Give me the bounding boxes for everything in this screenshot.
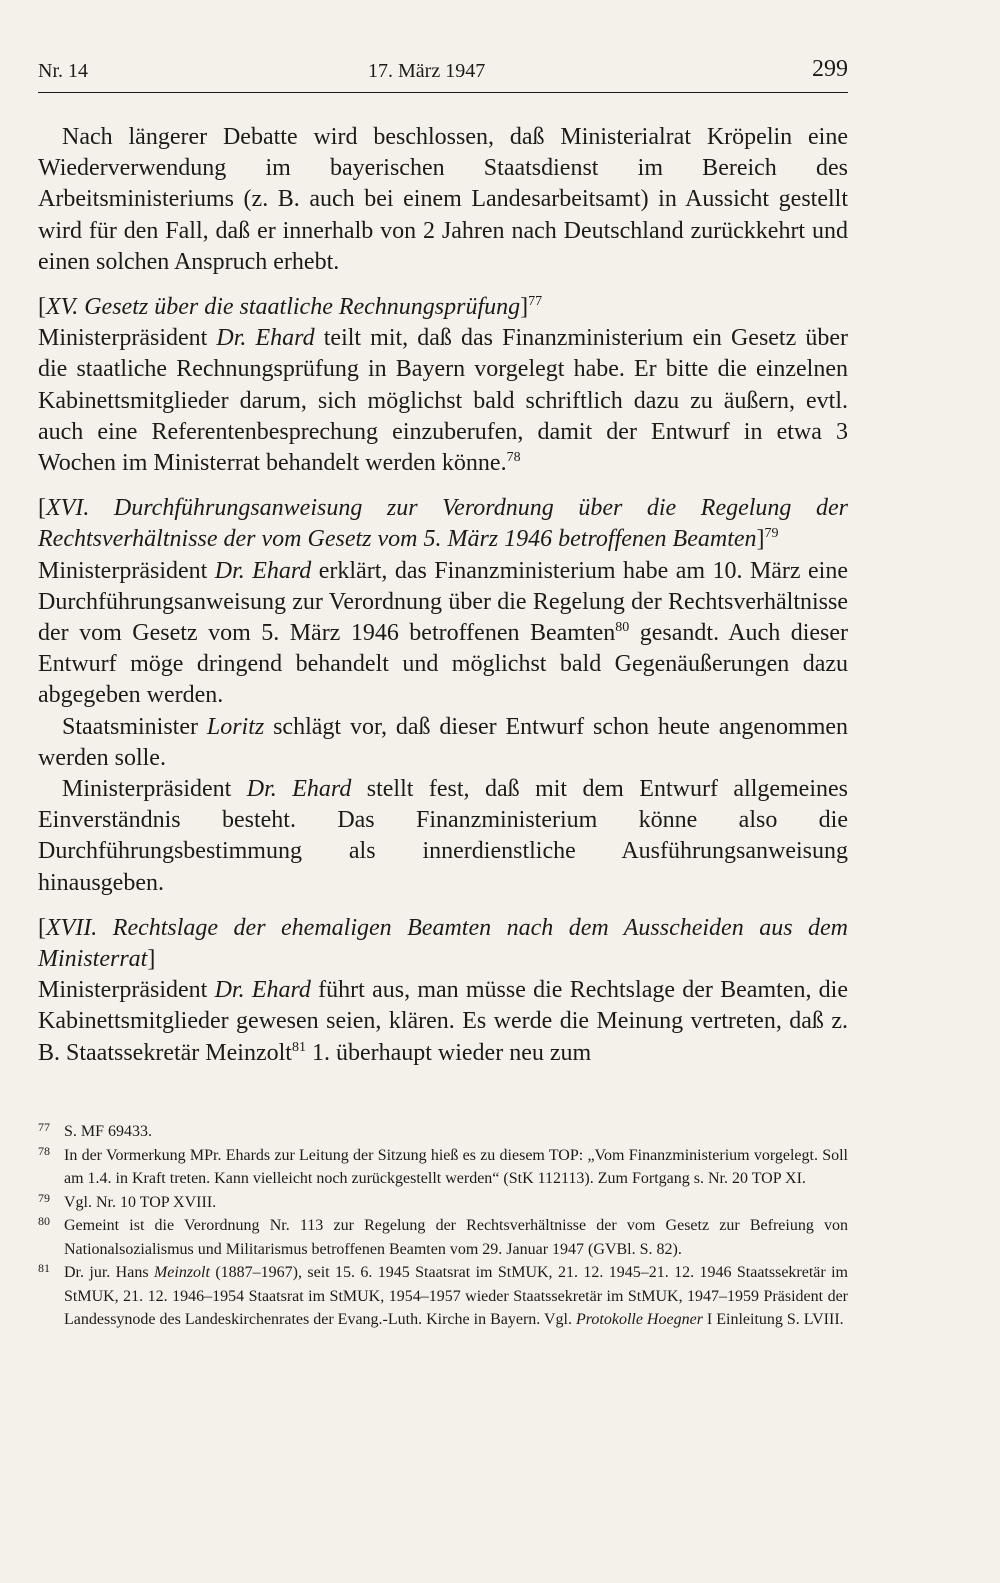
header-date: 17. März 1947 — [368, 60, 486, 82]
section-heading-xvi: [XVI. Durchführungsanweisung zur Verordnung über die Regelung der Rechtsverhältnisse der vom Gesetz vom 5. März 1946 betroffenen Beamten]$^{79}$ — [38, 495, 848, 553]
book-title: Protokolle Hoegner — [575, 1311, 703, 1328]
person-name: Meinzolt — [153, 1264, 210, 1281]
footnote-number: 79 — [38, 1190, 50, 1205]
person-name: Loritz — [206, 713, 265, 740]
footnote-77: 77 S. MF 69433. — [38, 1120, 848, 1144]
page-number: 299 — [812, 56, 848, 82]
running-header — [38, 56, 848, 93]
footnote-number: 77 — [38, 1120, 50, 1134]
footnote-80: 80 Gemeint ist die Verordnung Nr. 113 zur Regelung der Rechtsverhältnisse der vom Gesetz zur Befreiung von Nationalsozialismus und Militarismus betroffenen Beamten vom 29. Januar 1947 (GVBl. S. 82). — [38, 1214, 848, 1261]
paragraph-loritz: Staatsminister Loritz schlägt vor, daß dieser Entwurf schon heute angenommen werden solle. — [38, 713, 849, 771]
paragraph-decision: Nach längerer Debatte wird beschlossen, daß Ministerialrat Kröpelin eine Wiederverwendung im bayerischen Staatsdienst im Bereich des Arbeitsministeriums (z. B. auch bei einem Landesarbeitsamt) in Aussicht gestellt wird für den Fall, daß er innerhalb von 2 Jahren nach Deutschland zurückkehrt und einen solchen Anspruch erhebt. — [38, 124, 848, 275]
footnote-ref: 81 — [291, 1039, 306, 1055]
main-text — [38, 122, 848, 1069]
paragraph-rechtslage: Ministerpräsident Dr. Ehard führt aus, man müsse die Rechtslage der Beamten, die Kabinettsmitglieder gewesen seien, klären. Es werde die Meinung vertreten, daß z. B. Staatssekretär Meinzolt$^{81}$ 1. überhaupt wieder neu zum — [38, 977, 849, 1066]
footnote-ref: 79 — [764, 526, 779, 542]
paragraph-durchfuehrung: Ministerpräsident Dr. Ehard erklärt, das Finanzministerium habe am 10. März eine Durchführungsanweisung zur Verordnung über die Regelung der Rechtsverhältnisse der vom Gesetz vom 5. März 1946 betroffenen Beamten$^{80}$ gesandt. Auch dieser Entwurf möge dringend behandelt und möglichst bald Gegenäußerungen dazu abgegeben werden. — [38, 557, 848, 709]
footnote-81: 81 Dr. jur. Hans Meinzolt (1887–1967), seit 15. 6. 1945 Staatsrat im StMUK, 21. 12. 1945–21. 12. 1946 Staatssekretär im StMUK, 21. 12. 1946–1954 Staatsrat im StMUK, 1954–1957 wieder Staatssekretär im StMUK, 1947–1959 Präsident der Landessynode des Landeskirchenrates der Evang.-Luth. Kirche in Bayern. Vgl. Protokolle Hoegner I Einleitung S. LVIII. — [38, 1261, 848, 1332]
heading-title: XV. Gesetz über die staatliche Rechnungsprüfung — [46, 294, 521, 321]
paragraph-rechnungspruefung: Ministerpräsident Dr. Ehard teilt mit, daß das Finanzministerium ein Gesetz über die staatliche Rechnungsprüfung in Bayern vorgelegt habe. Er bitte die einzelnen Kabinettsmitglieder darum, sich möglichst bald schriftlich dazu zu äußern, evtl. auch eine Referentenbesprechung einzuberufen, damit der Entwurf in etwa 3 Wochen im Ministerrat behandelt werden könne.$^{78}$ — [38, 325, 848, 477]
person-name: Dr. Ehard — [214, 977, 311, 1004]
section-heading-xvii: [XVII. Rechtslage der ehemaligen Beamten nach dem Ausscheiden aus dem Ministerrat] — [38, 914, 848, 973]
footnote-ref: 80 — [615, 620, 630, 636]
footnotes — [38, 1120, 848, 1332]
footnote-ref: 78 — [506, 450, 521, 466]
footnote-number: 80 — [38, 1214, 50, 1228]
footnote-number: 78 — [38, 1143, 50, 1158]
document-number: Nr. 14 — [38, 60, 88, 82]
person-name: Dr. Ehard — [246, 776, 352, 803]
paragraph-einverstaendnis: Ministerpräsident Dr. Ehard stellt fest, daß mit dem Entwurf allgemeines Einverständnis besteht. Das Finanzministerium könne also die Durchführungsbestimmung als innerdienstliche Ausführungsanweisung hinausgeben. — [38, 776, 848, 896]
footnote-ref: 77 — [528, 294, 543, 310]
section-heading-xv: [XV. Gesetz über die staatliche Rechnungsprüfung]$^{77}$ — [38, 294, 543, 321]
footnote-78: 78 In der Vormerkung MPr. Ehards zur Leitung der Sitzung hieß es zu diesem TOP: „Vom Finanzministerium vorgelegt. Soll am 1.4. in Kraft treten. Kann vielleicht noch zurückgestellt werden“ (StK 112113). Zum Fortgang s. Nr. 20 TOP XI. — [38, 1144, 848, 1191]
person-name: Dr. Ehard — [216, 325, 315, 352]
footnote-number: 81 — [38, 1261, 50, 1275]
footnote-79: 79 Vgl. Nr. 10 TOP XVIII. — [38, 1191, 848, 1215]
heading-title: XVII. Rechtslage der ehemaligen Beamten nach dem Ausscheiden aus dem Ministerrat — [38, 914, 848, 973]
person-name: Dr. Ehard — [214, 557, 312, 584]
heading-title: XVI. Durchführungsanweisung zur Verordnung über die Regelung der Rechtsverhältnisse der vom Gesetz vom 5. März 1946 betroffenen Beamten — [38, 495, 848, 553]
